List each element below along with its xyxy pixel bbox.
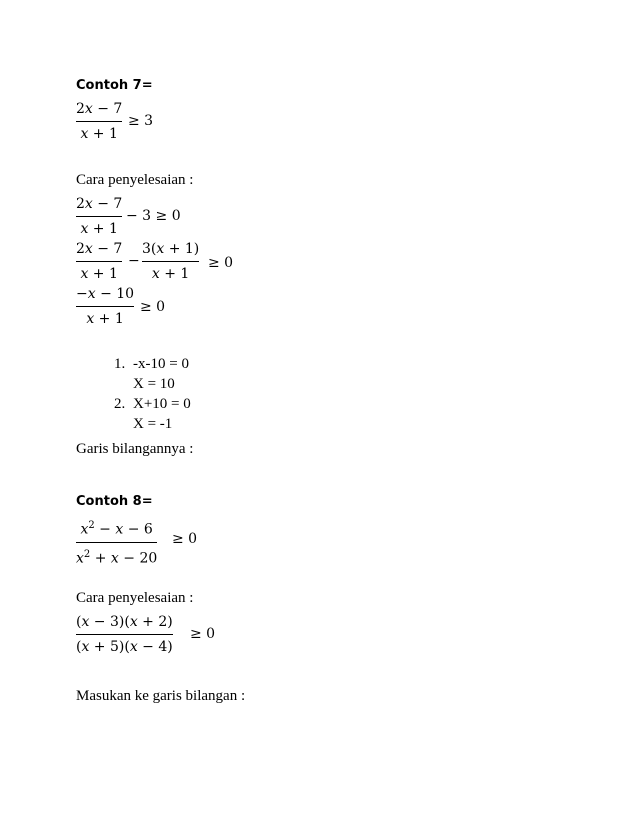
list-marker: 1. — [114, 356, 126, 372]
fraction-numerator: −𝑥 − 10 — [76, 286, 135, 302]
contoh7-method-label: Cara penyelesaian : — [76, 172, 194, 188]
contoh7-step3-relation: ≥ 0 — [140, 299, 166, 315]
fraction-denominator: 𝑥 + 1 — [151, 266, 190, 282]
fraction-bar — [76, 306, 134, 307]
contoh8-problem-relation: ≥ 0 — [172, 531, 198, 547]
contoh7-step3-fraction — [76, 285, 134, 328]
list-item-equation: X+10 = 0 — [133, 396, 191, 412]
fraction-bar — [76, 261, 122, 262]
contoh7-step1-rest: − 3 ≥ 0 — [126, 208, 181, 224]
contoh7-problem-relation: ≥ 3 — [128, 113, 154, 129]
contoh8-heading: Contoh 8= — [76, 494, 153, 509]
contoh7-step2-fraction-b — [142, 240, 199, 283]
list-item-result: X = -1 — [133, 416, 173, 432]
fraction-bar — [76, 634, 173, 635]
fraction-numerator: 2𝑥 − 7 — [76, 101, 123, 117]
fraction-denominator: 𝑥 + 1 — [80, 221, 118, 237]
fraction-bar — [76, 216, 122, 217]
contoh8-method-label: Cara penyelesaian : — [76, 590, 194, 606]
contoh7-problem-fraction — [76, 100, 122, 143]
list-item-equation: -x-10 = 0 — [133, 356, 189, 372]
contoh7-step2-minus: − — [128, 253, 140, 269]
fraction-numerator: 2𝑥 − 7 — [76, 241, 123, 257]
contoh7-step1-fraction — [76, 195, 122, 238]
contoh8-problem-fraction — [76, 517, 157, 567]
contoh8-number-line-label: Masukan ke garis bilangan : — [76, 688, 246, 704]
fraction-denominator: 𝑥 + 1 — [80, 126, 118, 142]
contoh7-step2-fraction-a — [76, 240, 122, 283]
contoh7-heading: Contoh 7= — [76, 78, 153, 93]
contoh8-factored-fraction — [76, 613, 173, 656]
fraction-bar — [76, 121, 122, 122]
fraction-denominator: 𝑥$^2$ + 𝑥 − 20 — [76, 548, 158, 567]
fraction-numerator: 2𝑥 − 7 — [76, 196, 123, 212]
list-marker: 2. — [114, 396, 126, 412]
fraction-numerator: 3(𝑥 + 1) — [142, 241, 200, 257]
fraction-denominator: (𝑥 + 5)(𝑥 − 4) — [76, 639, 173, 655]
fraction-bar — [142, 261, 199, 262]
fraction-bar — [76, 542, 157, 543]
contoh7-step2-relation: ≥ 0 — [208, 255, 234, 271]
contoh8-factored-relation: ≥ 0 — [190, 626, 216, 642]
fraction-numerator: 𝑥$^2$ − 𝑥 − 6 — [80, 520, 153, 538]
fraction-numerator: (𝑥 − 3)(𝑥 + 2) — [76, 614, 173, 630]
fraction-denominator: 𝑥 + 1 — [80, 266, 118, 282]
fraction-denominator: 𝑥 + 1 — [86, 311, 124, 327]
contoh7-number-line-label: Garis bilangannya : — [76, 441, 194, 457]
list-item-result: X = 10 — [133, 376, 175, 392]
